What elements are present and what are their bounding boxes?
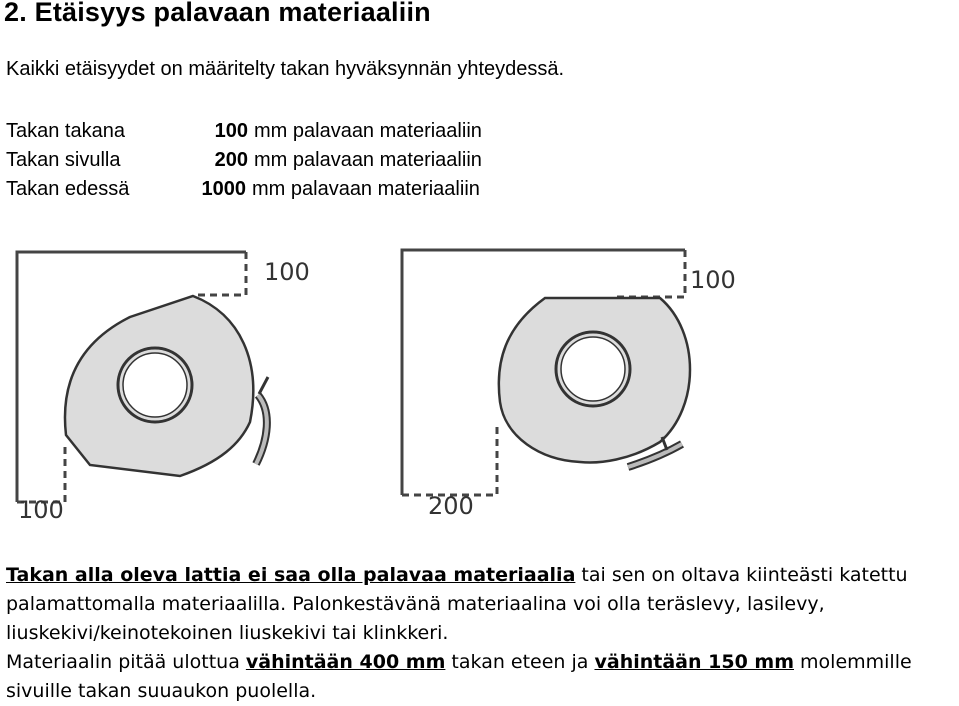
floor-warning-text: Takan alla oleva lattia ei saa olla palavaa materiaalia [6, 564, 576, 586]
distance-value: 100 [214, 120, 248, 142]
flue-ring-inner [561, 337, 625, 401]
clearance-dashed-line [402, 422, 497, 495]
distance-row-back [6, 117, 482, 146]
clearance-diagrams [0, 232, 959, 532]
distance-label: Takan sivulla [6, 149, 121, 171]
distance-unit: mm palavaan materiaaliin [254, 120, 482, 142]
flue-ring-inner [123, 353, 187, 417]
wall-diagram [402, 250, 736, 520]
extent-text: takan eteen ja [445, 651, 595, 673]
extent-text: molemmille sivuille takan suuaukon puolella. [6, 651, 912, 702]
intro-text: Kaikki etäisyydet on määritelty takan hyväksynnän yhteydessä. [6, 58, 565, 80]
floor-material-text: tai sen on oltava kiinteästi katettu palamattomalla materiaalilla. Palonkestävänä materiaalina voi olla teräslevy, lasilevy, liuskekivi/keinotekoinen liuskekivi tai klinkkeri. [6, 564, 908, 644]
distance-value: 200 [214, 149, 248, 171]
page-title: 2. Etäisyys palavaan materiaaliin [4, 0, 431, 27]
back-clearance-label: 100 [264, 258, 310, 286]
distance-label: Takan takana [6, 120, 125, 142]
clearance-dashed-line [197, 252, 246, 295]
back-clearance-label: 100 [690, 266, 736, 294]
distance-row-front [6, 175, 482, 204]
door-hinge [259, 377, 268, 394]
distance-list [6, 117, 482, 204]
clearance-dashed-line [17, 446, 65, 502]
side-clearance-label: 200 [428, 492, 474, 520]
extent-text: Materiaalin pitää ulottua [6, 651, 246, 673]
distance-unit: mm palavaan materiaaliin [254, 149, 482, 171]
distance-value: 1000 [201, 178, 246, 200]
side-extent-value: vähintään 150 mm [594, 651, 794, 673]
distance-label: Takan edessä [6, 178, 130, 200]
side-clearance-label: 100 [18, 496, 64, 524]
distance-row-side [6, 146, 482, 175]
clearance-dashed-line [617, 250, 685, 297]
front-extent-value: vähintään 400 mm [245, 651, 446, 673]
corner-diagram [17, 252, 310, 524]
distance-unit: mm palavaan materiaaliin [252, 178, 480, 200]
floor-requirements-text [6, 561, 956, 706]
